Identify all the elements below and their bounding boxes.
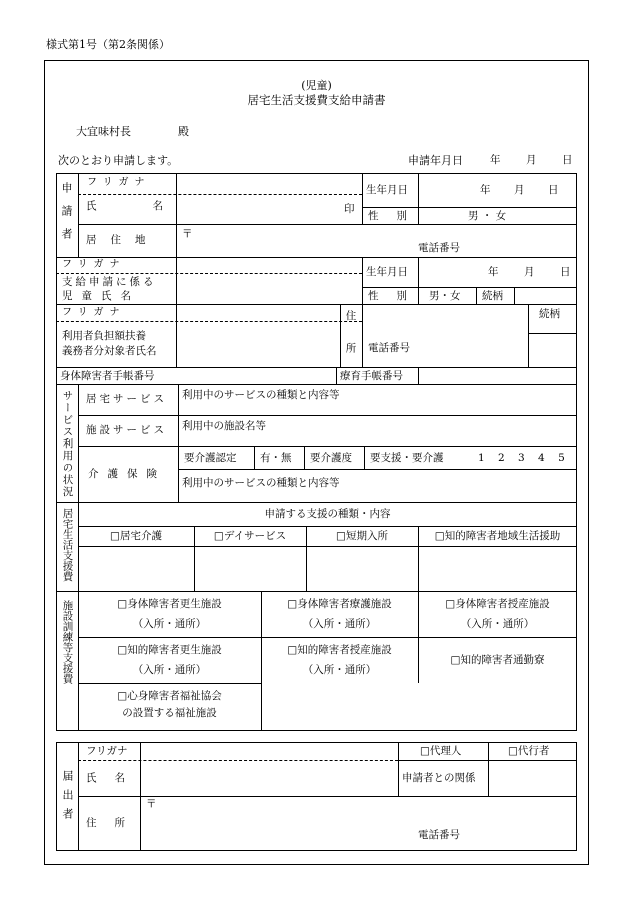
welfare-association-facility-sub: の設置する福祉施設: [122, 707, 217, 719]
payer-phone-label: 電話番号: [368, 342, 410, 354]
facility-service-label: 施設サービス: [86, 424, 167, 436]
child-dob-day: 日: [560, 266, 571, 278]
child-relation-label: 続柄: [482, 290, 503, 302]
relation-to-applicant-label: 申請者との関係: [402, 772, 476, 784]
home-support-section-label: 居宅生活支援費: [61, 508, 74, 582]
physical-nursing-facility-option[interactable]: □身体障害者療護施設: [287, 598, 392, 610]
care-level-numbers: 1 2 3 4 5: [478, 452, 565, 464]
support-care-label: 要支援・要介護: [370, 452, 444, 464]
physical-workshop-facility-option[interactable]: □身体障害者授産施設: [445, 598, 550, 610]
applicant-furigana-label: フリガナ: [87, 177, 151, 188]
payer-relation-label: 続柄: [539, 308, 560, 320]
payer-furigana-label: フリガナ: [62, 307, 126, 318]
child-sex-options: 男・女: [429, 290, 461, 302]
physical-rehab-facility-option[interactable]: □身体障害者更生施設: [117, 598, 222, 610]
seal-mark: 印: [344, 203, 355, 215]
ryoiku-handbook-label: 療育手帳番号: [340, 370, 403, 382]
notifier-address-label: 住所: [86, 817, 143, 829]
proxy-option[interactable]: □代行者: [508, 745, 550, 757]
care-level-label: 要介護度: [310, 452, 352, 464]
child-name-label-line1: 支給申請に係る: [62, 276, 157, 288]
physical-workshop-facility-sub: （入所・通所）: [460, 618, 535, 630]
community-living-option[interactable]: □知的障害者地域生活援助: [434, 530, 561, 542]
applicant-address-label: 居住地: [86, 234, 160, 246]
applicant-section-label: 申請者: [60, 182, 73, 251]
applicant-dob-day: 日: [548, 184, 559, 196]
care-cert-yes-no: 有・無: [260, 452, 292, 464]
applicant-dob-month: 月: [514, 184, 525, 196]
addressee: 大宜味村長: [76, 125, 131, 138]
child-furigana-label: フリガナ: [62, 259, 126, 270]
home-support-header: 申請する支援の種類・内容: [264, 508, 391, 520]
notifier-section-label: 届出者: [61, 770, 74, 827]
day-service-option[interactable]: □デイサービス: [213, 530, 287, 542]
agent-option[interactable]: □代理人: [420, 745, 462, 757]
applicant-sex-options: 男 ・ 女: [468, 210, 507, 222]
form-title: 居宅生活支援費支給申請書: [247, 93, 386, 107]
physical-handbook-label: 身体障害者手帳番号: [60, 370, 155, 382]
facility-support-section-label: 施設訓練等支援費: [61, 600, 74, 684]
applicant-phone-label: 電話番号: [418, 242, 460, 254]
welfare-association-facility-option[interactable]: □心身障害者福祉協会: [117, 690, 222, 702]
application-date-label: 申請年月日: [408, 154, 463, 167]
child-dob-month: 月: [524, 266, 535, 278]
care-service-note: 利用中のサービスの種類と内容等: [182, 477, 340, 489]
payer-name-label-line1: 利用者負担額扶養: [62, 330, 146, 342]
applicant-name-label: 氏名: [86, 200, 219, 212]
notifier-name-label: 氏名: [86, 772, 143, 784]
child-dob-year: 年: [488, 266, 499, 278]
payer-address-label: 住所: [344, 310, 357, 375]
applicant-sex-label: 性別: [368, 210, 425, 222]
child-dob-label: 生年月日: [366, 266, 408, 278]
intellectual-workshop-facility-option[interactable]: □知的障害者授産施設: [287, 644, 392, 656]
notifier-furigana-label: フリガナ: [86, 745, 128, 757]
service-status-section-label: サービス利用の状況: [61, 390, 74, 498]
applicant-dob-label: 生年月日: [366, 184, 408, 196]
physical-nursing-facility-sub: （入所・通所）: [302, 618, 377, 630]
short-stay-option[interactable]: □短期入所: [336, 530, 388, 542]
physical-rehab-facility-sub: （入所・通所）: [132, 618, 207, 630]
child-sex-label: 性別: [368, 290, 425, 302]
intellectual-rehab-facility-sub: （入所・通所）: [132, 664, 207, 676]
facility-service-note: 利用中の施設名等: [182, 420, 266, 432]
form-category: (児童): [301, 79, 332, 92]
care-insurance-label: 介護保険: [88, 468, 166, 480]
intellectual-workshop-facility-sub: （入所・通所）: [302, 664, 377, 676]
applicant-dob-year: 年: [480, 184, 491, 196]
month-unit: 月: [526, 154, 537, 166]
notifier-phone-label: 電話番号: [418, 829, 460, 841]
form-id: 様式第1号（第2条関係）: [46, 38, 170, 51]
intro-text: 次のとおり申請します。: [58, 154, 179, 167]
intellectual-commuting-dorm-option[interactable]: □知的障害者通勤寮: [450, 654, 545, 666]
honorific: 殿: [178, 125, 189, 138]
home-care-option[interactable]: □居宅介護: [110, 530, 162, 542]
applicant-postal-mark: 〒: [182, 228, 193, 240]
day-unit: 日: [562, 154, 573, 166]
year-unit: 年: [490, 154, 501, 166]
notifier-postal-mark: 〒: [146, 798, 157, 810]
home-service-label: 居宅サービス: [86, 393, 167, 405]
care-cert-label: 要介護認定: [184, 452, 237, 464]
child-name-label-line2: 児童氏名: [62, 290, 140, 302]
intellectual-rehab-facility-option[interactable]: □知的障害者更生施設: [117, 644, 222, 656]
home-service-note: 利用中のサービスの種類と内容等: [182, 389, 340, 401]
payer-name-label-line2: 義務者分対象者氏名: [62, 345, 157, 357]
